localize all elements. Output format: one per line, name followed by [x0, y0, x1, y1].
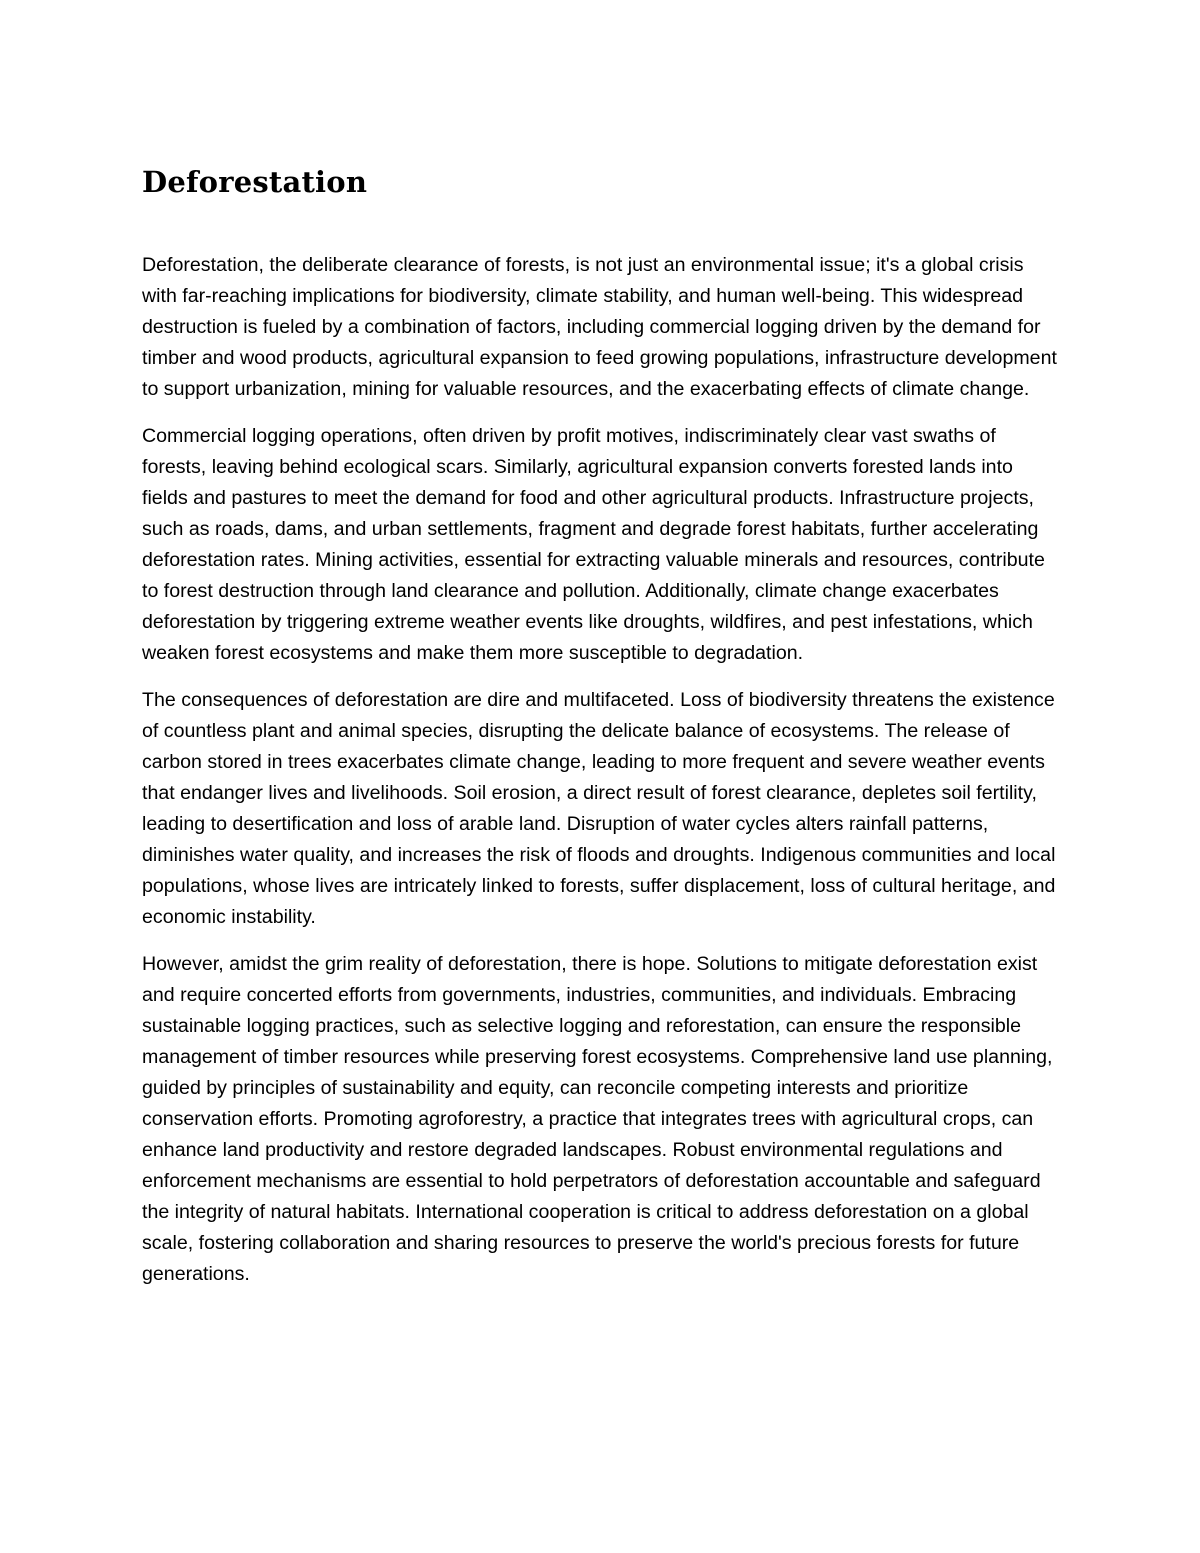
document-title: Deforestation — [142, 165, 368, 199]
paragraph-introduction: Deforestation, the deliberate clearance of forests, is not just an environmental issue; it's a global crisis with far-reaching implications for biodiversity, climate stability, and human well-being. This widespread destruction is fueled by a combination of factors, including commercial logging driven by the demand for timber and wood products, agricultural expansion to feed growing populations, infrastructure development to support urbanization, mining for valuable resources, and the exacerbating effects of climate change. — [142, 254, 1057, 400]
paragraph-consequences: The consequences of deforestation are dire and multifaceted. Loss of biodiversity threatens the existence of countless plant and animal species, disrupting the delicate balance of ecosystems. The release of carbon stored in trees exacerbates climate change, leading to more frequent and severe weather events that endanger lives and livelihoods. Soil erosion, a direct result of forest clearance, depletes soil fertility, leading to desertification and loss of arable land. Disruption of water cycles alters rainfall patterns, diminishes water quality, and increases the risk of floods and droughts. Indigenous communities and local populations, whose lives are intricately linked to forests, suffer displacement, loss of cultural heritage, and economic instability. — [142, 689, 1056, 928]
document-body — [142, 250, 1062, 1306]
paragraph-solutions: However, amidst the grim reality of deforestation, there is hope. Solutions to mitigate deforestation exist and require concerted efforts from governments, industries, communities, and individuals. Embracing sustainable logging practices, such as selective logging and reforestation, can ensure the responsible management of timber resources while preserving forest ecosystems. Comprehensive land use planning, guided by principles of sustainability and equity, can reconcile competing interests and prioritize conservation efforts. Promoting agroforestry, a practice that integrates trees with agricultural crops, can enhance land productivity and restore degraded landscapes. Robust environmental regulations and enforcement mechanisms are essential to hold perpetrators of deforestation accountable and safeguard the integrity of natural habitats. International cooperation is critical to address deforestation on a global scale, fostering collaboration and sharing resources to preserve the world's precious forests for future generations. — [142, 953, 1053, 1285]
paragraph-causes: Commercial logging operations, often driven by profit motives, indiscriminately clear vast swaths of forests, leaving behind ecological scars. Similarly, agricultural expansion converts forested lands into fields and pastures to meet the demand for food and other agricultural products. Infrastructure projects, such as roads, dams, and urban settlements, fragment and degrade forest habitats, further accelerating deforestation rates. Mining activities, essential for extracting valuable minerals and resources, contribute to forest destruction through land clearance and pollution. Additionally, climate change exacerbates deforestation by triggering extreme weather events like droughts, wildfires, and pest infestations, which weaken forest ecosystems and make them more susceptible to degradation. — [142, 425, 1045, 664]
